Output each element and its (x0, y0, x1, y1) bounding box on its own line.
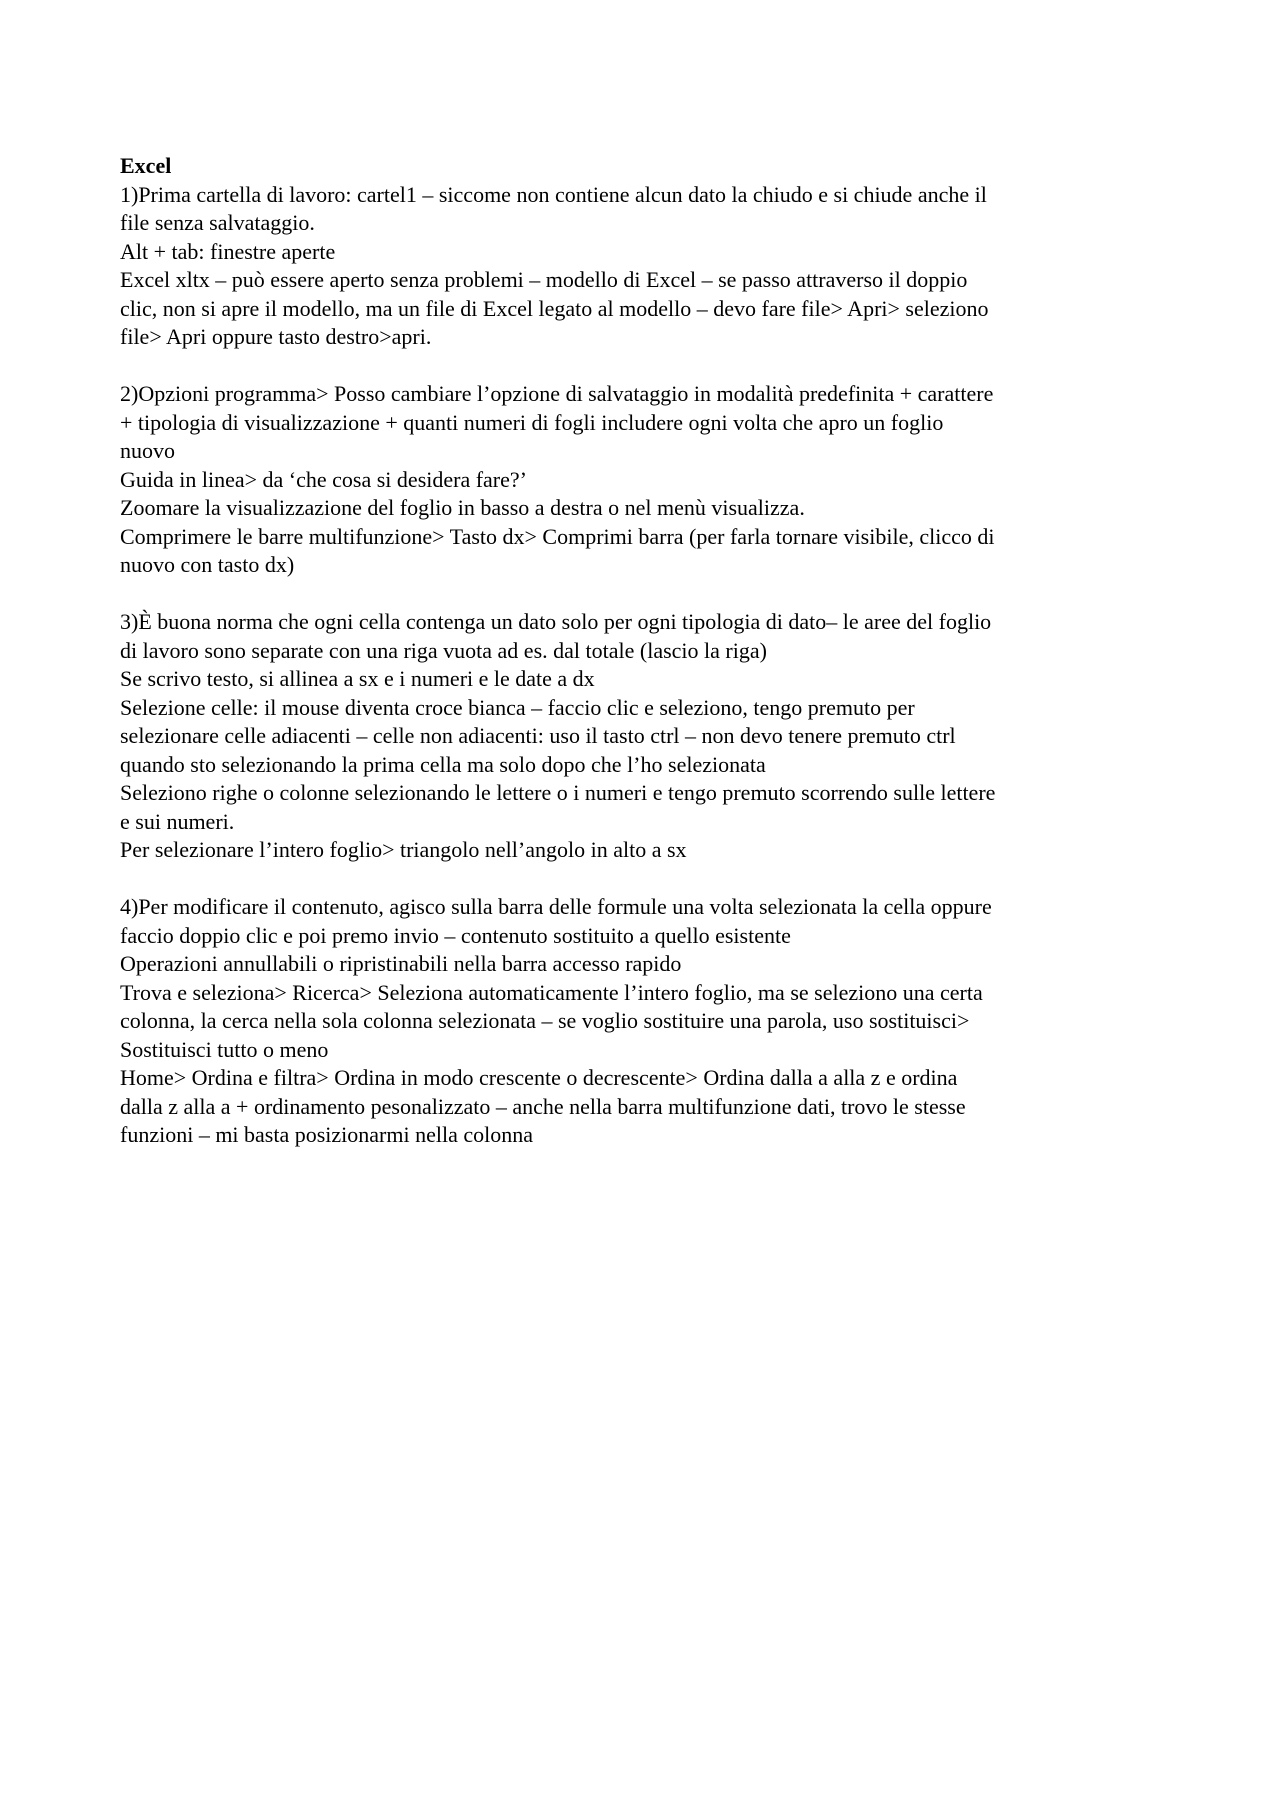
text-line: Home> Ordina e filtra> Ordina in modo crescente o decrescente> Ordina dalla a alla z e ordina (120, 1065, 958, 1090)
paragraph-1 (120, 181, 1160, 352)
text-line: Excel xltx – può essere aperto senza problemi – modello di Excel – se passo attraverso il doppio (120, 267, 968, 292)
text-line: faccio doppio clic e poi premo invio – contenuto sostituito a quello esistente (120, 922, 791, 948)
document-title: Excel (120, 153, 172, 178)
text-line: + tipologia di visualizzazione + quanti numeri di fogli includere ogni volta che apro un foglio (120, 409, 944, 435)
text-line: Zoomare la visualizzazione del foglio in basso a destra o nel menù visualizza. (120, 495, 805, 520)
text-line: Sostituisci tutto o meno (120, 1036, 329, 1062)
paragraph-2 (120, 380, 1160, 580)
text-line: Guida in linea> da ‘che cosa si desidera fare?’ (120, 466, 527, 492)
text-line: file> Apri oppure tasto destro>apri. (120, 324, 432, 349)
text-line: 4)Per modificare il contenuto, agisco sulla barra delle formule una volta selezionata la cella oppure (120, 894, 992, 919)
text-line: 3)È buona norma che ogni cella contenga un dato solo per ogni tipologia di dato– le aree del foglio (120, 609, 992, 634)
paragraph-3 (120, 608, 1160, 865)
text-line: Seleziono righe o colonne selezionando le lettere o i numeri e tengo premuto scorrendo sulle lettere (120, 780, 996, 805)
text-line: nuovo con tasto dx) (120, 552, 295, 577)
document-page (120, 152, 1160, 1150)
text-line: quando sto selezionando la prima cella ma solo dopo che l’ho selezionata (120, 751, 766, 777)
paragraph-4 (120, 893, 1160, 1150)
text-line: selezionare celle adiacenti – celle non adiacenti: uso il tasto ctrl – non devo tenere premuto ctrl (120, 723, 956, 748)
text-line: nuovo (120, 438, 175, 463)
text-line: Operazioni annullabili o ripristinabili nella barra accesso rapido (120, 951, 682, 976)
text-line: dalla z alla a + ordinamento pesonalizzato – anche nella barra multifunzione dati, trovo le stesse (120, 1093, 966, 1119)
text-line: file senza salvataggio. (120, 210, 315, 235)
text-line: Per selezionare l’intero foglio> triangolo nell’angolo in alto a sx (120, 837, 687, 862)
text-line: di lavoro sono separate con una riga vuota ad es. dal totale (lascio la riga) (120, 637, 767, 663)
text-line: 1)Prima cartella di lavoro: cartel1 – siccome non contiene alcun dato la chiudo e si chiude anche il (120, 181, 987, 207)
text-line: 2)Opzioni programma> Posso cambiare l’opzione di salvataggio in modalità predefinita + carattere (120, 381, 994, 406)
text-line: clic, non si apre il modello, ma un file di Excel legato al modello – devo fare file> Apri> seleziono (120, 295, 989, 321)
text-line: Comprimere le barre multifunzione> Tasto dx> Comprimi barra (per farla tornare visibile, clicco di (120, 523, 995, 549)
text-line: funzioni – mi basta posizionarmi nella colonna (120, 1122, 534, 1147)
document-body (120, 181, 1160, 1150)
text-line: Se scrivo testo, si allinea a sx e i numeri e le date a dx (120, 666, 595, 691)
text-line: Trova e seleziona> Ricerca> Seleziona automaticamente l’intero foglio, ma se seleziono una certa (120, 979, 983, 1005)
text-line: e sui numeri. (120, 808, 235, 834)
text-line: Alt + tab: finestre aperte (120, 238, 336, 264)
text-line: Selezione celle: il mouse diventa croce bianca – faccio clic e seleziono, tengo premuto per (120, 694, 915, 720)
text-line: colonna, la cerca nella sola colonna selezionata – se voglio sostituire una parola, uso sostituisci> (120, 1008, 970, 1033)
